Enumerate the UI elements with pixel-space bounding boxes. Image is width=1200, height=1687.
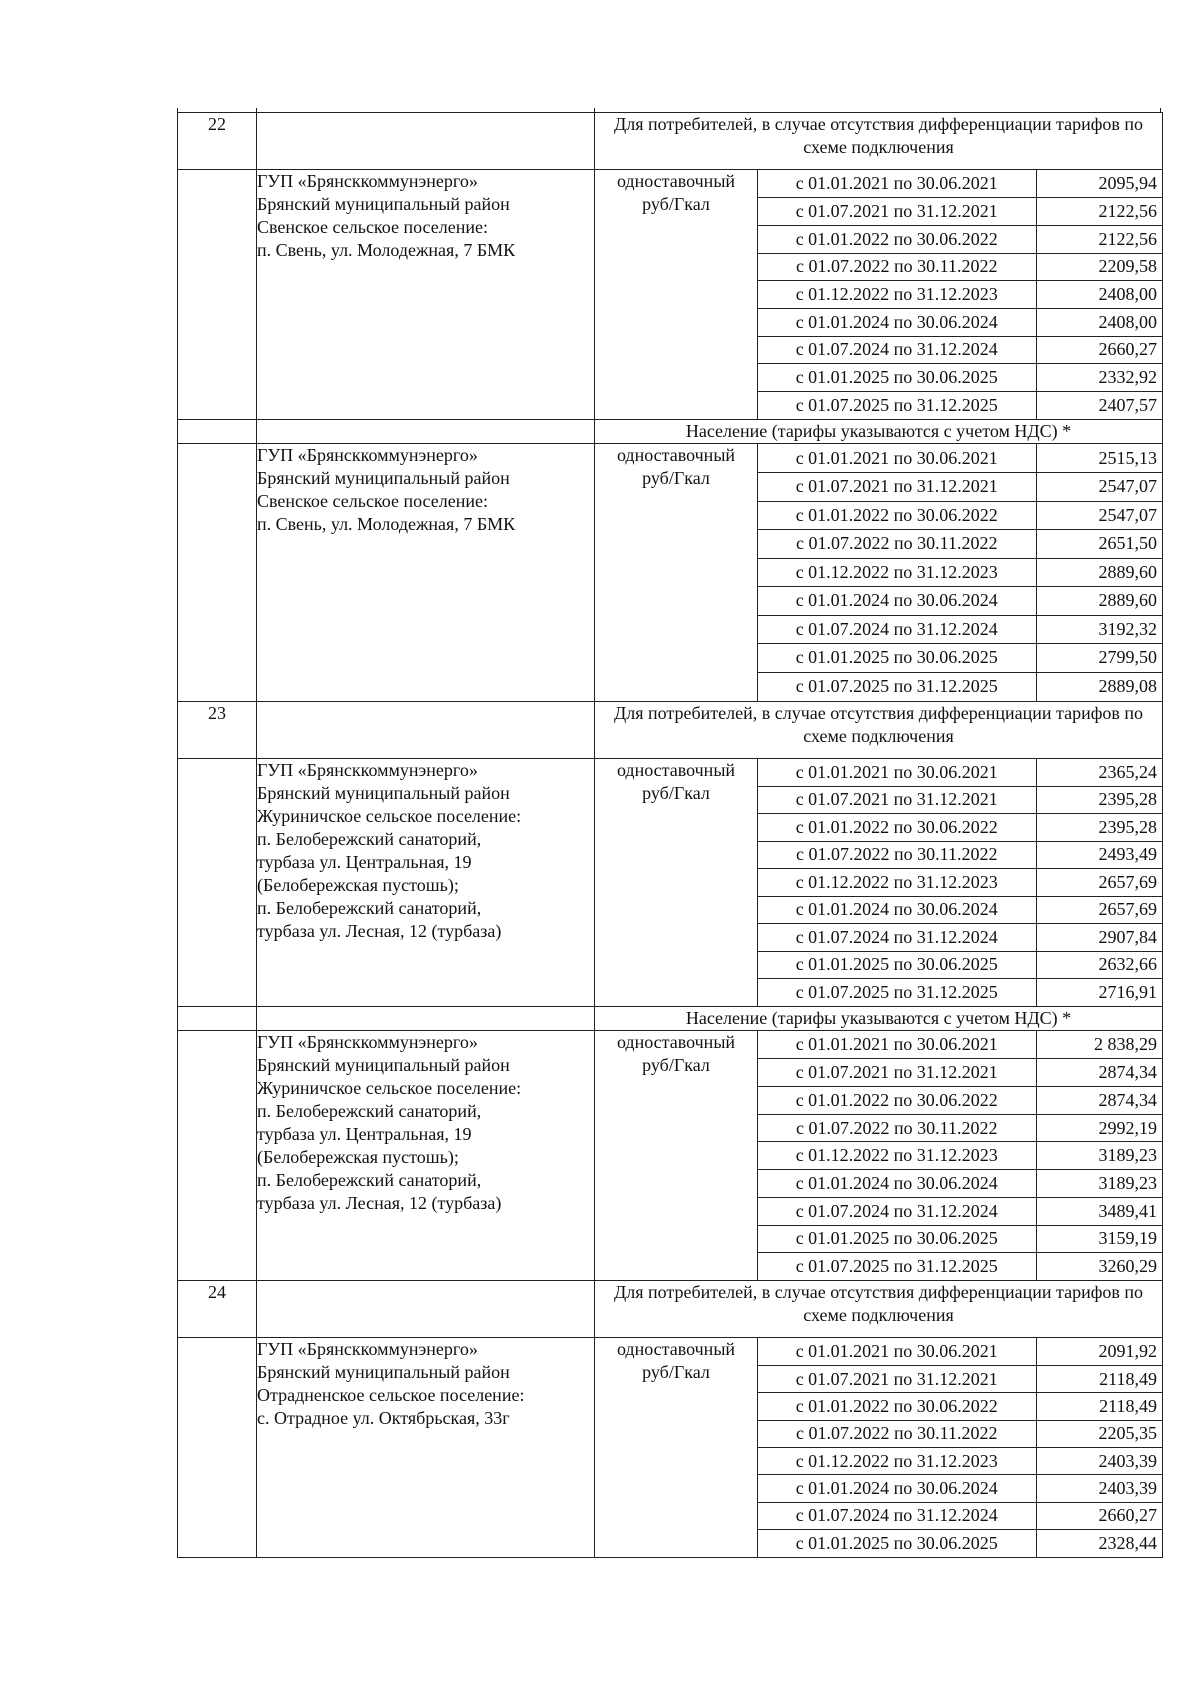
tariff-type-line: одноставочный (616, 1339, 736, 1360)
tariff-type (595, 170, 758, 420)
org-address-line: турбаза ул. Лесная, 12 (турбаза) (257, 1193, 502, 1214)
table-row (758, 336, 1163, 364)
org-address-line: (Белобережская пустошь); (257, 1147, 459, 1168)
tariff-value-cell: 2209,58 (1036, 253, 1163, 281)
period-cell: с 01.07.2022 по 30.11.2022 (758, 253, 1036, 281)
table-row (758, 225, 1163, 253)
tariff-type (595, 1031, 758, 1281)
table-row (758, 896, 1163, 924)
period-cell: с 01.01.2022 по 30.06.2022 (758, 501, 1036, 530)
item-number (178, 420, 257, 444)
period-cell: с 01.01.2022 по 30.06.2022 (758, 1393, 1036, 1420)
table-row (758, 924, 1163, 952)
block-body-row (178, 1031, 1163, 1281)
table-row (758, 1502, 1163, 1529)
tariff-value-cell: 2874,34 (1036, 1087, 1163, 1115)
tariff-type-line: одноставочный (616, 759, 736, 780)
tariff-value-cell: 2657,69 (1036, 869, 1163, 897)
tariff-type-line: руб/Гкал (642, 1055, 710, 1076)
org-address-line: п. Свень, ул. Молодежная, 7 БМК (257, 240, 516, 260)
block-header-row (178, 420, 1163, 444)
table-row (758, 281, 1163, 309)
period-cell: с 01.07.2021 по 31.12.2021 (758, 473, 1036, 502)
period-values-table (758, 1031, 1163, 1280)
table-row (758, 672, 1163, 701)
table-row (758, 615, 1163, 644)
table-row (758, 1142, 1163, 1170)
period-cell: с 01.12.2022 по 31.12.2023 (758, 281, 1036, 309)
organization-address (257, 170, 595, 420)
block-header-row (178, 1281, 1163, 1338)
period-values-table (758, 444, 1163, 701)
period-cell: с 01.07.2024 по 31.12.2024 (758, 1502, 1036, 1529)
org-address-line: Брянский муниципальный район (257, 1055, 510, 1076)
table-row (758, 951, 1163, 979)
period-cell: с 01.01.2024 по 30.06.2024 (758, 587, 1036, 616)
table-row (758, 1197, 1163, 1225)
tariff-value-cell: 2407,57 (1098, 395, 1157, 416)
tariff-type-line: одноставочный (616, 445, 736, 466)
period-cell: с 01.01.2025 по 30.06.2025 (758, 1225, 1036, 1253)
table-row (758, 308, 1163, 336)
org-address-line: п. Белобережский санаторий, (257, 897, 482, 918)
table-row (758, 1059, 1163, 1087)
consumer-category-header: Население (тарифы указываются с учетом НДС) * (595, 1007, 1163, 1031)
period-cell: с 01.12.2022 по 31.12.2023 (758, 1448, 1036, 1475)
org-address-line: Свенское сельское поселение: (257, 491, 488, 512)
org-address-line: ГУП «Брянсккоммунэнерго» (257, 759, 478, 780)
empty-cell (257, 113, 595, 170)
tariff-value-cell: 2205,35 (1036, 1420, 1163, 1447)
period-cell: с 01.07.2021 по 31.12.2021 (758, 198, 1036, 226)
org-address-line: ГУП «Брянсккоммунэнерго» (257, 445, 478, 466)
tariff-type-line: одноставочный (616, 1032, 736, 1053)
org-address-line: турбаза ул. Центральная, 19 (257, 851, 472, 872)
table-row (758, 644, 1163, 673)
block-body-row (178, 444, 1163, 702)
period-cell: с 01.12.2022 по 31.12.2023 (758, 558, 1036, 587)
org-address-line: Отрадненское сельское поселение: (257, 1385, 525, 1406)
consumer-category-header: Для потребителей, в случае отсутствия дифференциации тарифов по схеме подключения (595, 701, 1163, 758)
table-row (758, 1420, 1163, 1447)
block-body-row (178, 758, 1163, 1007)
tariff-value-cell: 2889,60 (1036, 587, 1163, 616)
period-cell: с 01.01.2025 по 30.06.2025 (758, 1529, 1036, 1556)
tariff-value-cell: 3192,32 (1036, 615, 1163, 644)
table-row (758, 1393, 1163, 1420)
tariff-value-cell: 3189,23 (1036, 1142, 1163, 1170)
org-address-line: ГУП «Брянсккоммунэнерго» (257, 1032, 478, 1053)
period-cell: с 01.12.2022 по 31.12.2023 (758, 869, 1036, 897)
org-address-line: п. Белобережский санаторий, (257, 828, 482, 849)
org-address-line: (Белобережская пустошь); (257, 874, 459, 895)
org-address-line: ГУП «Брянсккоммунэнерго» (257, 171, 478, 191)
period-cell: с 01.01.2021 по 30.06.2021 (758, 1338, 1036, 1365)
tariff-value-cell: 2547,07 (1036, 501, 1163, 530)
tariff-type-line: руб/Гкал (642, 782, 710, 803)
table-row (758, 444, 1163, 473)
tariff-value-cell: 2 838,29 (1036, 1031, 1163, 1059)
tariff-table-body (178, 113, 1163, 1558)
tariff-value-cell: 2118,49 (1036, 1366, 1163, 1393)
tariff-value-cell: 2889,08 (1098, 676, 1157, 697)
tariff-value-cell: 2799,50 (1036, 644, 1163, 673)
item-number: 23 (178, 701, 257, 758)
period-values-cell (758, 170, 1163, 420)
tariff-value-cell: 2395,28 (1036, 814, 1163, 842)
tariff-value-cell: 2328,44 (1098, 1532, 1157, 1553)
empty-cell (178, 170, 257, 420)
period-cell: с 01.01.2024 по 30.06.2024 (758, 896, 1036, 924)
org-address-line: п. Свень, ул. Молодежная, 7 БМК (257, 514, 516, 535)
tariff-value-cell: 2095,94 (1036, 170, 1163, 198)
table-row (758, 1170, 1163, 1198)
block-header-row (178, 113, 1163, 170)
period-values-cell (758, 1031, 1163, 1281)
tariff-value-cell: 2716,91 (1098, 982, 1157, 1003)
period-cell: с 01.07.2024 по 31.12.2024 (758, 1197, 1036, 1225)
org-address-line: Брянский муниципальный район (257, 1362, 510, 1383)
tariff-value-cell: 2515,13 (1036, 444, 1163, 473)
table-row (758, 1529, 1163, 1556)
tariff-value-cell: 3189,23 (1036, 1170, 1163, 1198)
empty-cell (257, 1007, 595, 1031)
tariff-value-cell: 2332,92 (1036, 364, 1163, 392)
table-row (758, 759, 1163, 787)
period-cell: с 01.01.2024 по 30.06.2024 (758, 308, 1036, 336)
tariff-value-cell: 2907,84 (1036, 924, 1163, 952)
tariff-type (595, 1338, 758, 1557)
tariff-value-cell: 2657,69 (1036, 896, 1163, 924)
period-values-table (758, 759, 1163, 1007)
item-number (178, 1007, 257, 1031)
table-row (758, 1448, 1163, 1475)
table-row (758, 1031, 1163, 1059)
period-cell: с 01.07.2021 по 31.12.2021 (758, 1366, 1036, 1393)
tariff-value-cell: 2408,00 (1036, 281, 1163, 309)
organization-address (257, 1338, 595, 1557)
tariff-value-cell: 2091,92 (1036, 1338, 1163, 1365)
table-row (758, 869, 1163, 897)
table-row (758, 1087, 1163, 1115)
period-cell: с 01.01.2022 по 30.06.2022 (758, 225, 1036, 253)
table-row (758, 558, 1163, 587)
org-address-line: ГУП «Брянсккоммунэнерго» (257, 1339, 478, 1360)
tariff-type (595, 758, 758, 1007)
table-row (758, 253, 1163, 281)
organization-address (257, 444, 595, 702)
empty-cell (178, 758, 257, 1007)
org-address-line: Свенское сельское поселение: (257, 217, 488, 237)
tariff-value-cell: 2632,66 (1036, 951, 1163, 979)
consumer-category-header: Для потребителей, в случае отсутствия дифференциации тарифов по схеме подключения (595, 1281, 1163, 1338)
tariff-value-cell: 2395,28 (1036, 786, 1163, 814)
item-number: 22 (178, 113, 257, 170)
period-cell: с 01.01.2025 по 30.06.2025 (758, 951, 1036, 979)
empty-cell (257, 420, 595, 444)
org-address-line: Журиничское сельское поселение: (257, 1078, 522, 1099)
table-row (758, 1253, 1163, 1281)
tariff-value-cell: 2660,27 (1036, 1502, 1163, 1529)
period-cell: с 01.01.2024 по 30.06.2024 (758, 1475, 1036, 1502)
table-row (758, 501, 1163, 530)
table-row (758, 364, 1163, 392)
period-cell: с 01.01.2024 по 30.06.2024 (758, 1170, 1036, 1198)
table-row (758, 530, 1163, 559)
period-cell: с 01.07.2022 по 30.11.2022 (758, 1114, 1036, 1142)
period-cell: с 01.12.2022 по 31.12.2023 (758, 1142, 1036, 1170)
organization-address (257, 1031, 595, 1281)
period-cell: с 01.07.2024 по 31.12.2024 (758, 336, 1036, 364)
period-values-cell (758, 1338, 1163, 1557)
period-cell: с 01.01.2021 по 30.06.2021 (758, 170, 1036, 198)
tariff-value-cell: 2660,27 (1036, 336, 1163, 364)
empty-cell (178, 444, 257, 702)
period-cell: с 01.07.2021 по 31.12.2021 (758, 1059, 1036, 1087)
period-cell: с 01.07.2025 по 31.12.2025 (758, 1253, 1036, 1281)
tariff-type-line: руб/Гкал (642, 468, 710, 489)
period-cell: с 01.01.2021 по 30.06.2021 (758, 759, 1036, 787)
period-cell: с 01.07.2025 по 31.12.2025 (758, 392, 1036, 420)
block-header-row (178, 701, 1163, 758)
tariff-table (177, 112, 1163, 1558)
period-cell: с 01.01.2025 по 30.06.2025 (758, 644, 1036, 673)
period-cell: с 01.07.2022 по 30.11.2022 (758, 530, 1036, 559)
organization-address (257, 758, 595, 1007)
period-cell: с 01.07.2021 по 31.12.2021 (758, 786, 1036, 814)
tariff-value-cell: 2874,34 (1036, 1059, 1163, 1087)
table-row (758, 1114, 1163, 1142)
table-row (758, 1225, 1163, 1253)
period-values-cell (758, 758, 1163, 1007)
table-row (758, 841, 1163, 869)
tariff-type-line: руб/Гкал (642, 194, 710, 214)
table-row (758, 814, 1163, 842)
period-cell: с 01.01.2021 по 30.06.2021 (758, 444, 1036, 473)
tariff-value-cell: 2403,39 (1036, 1448, 1163, 1475)
tariff-value-cell: 2651,50 (1036, 530, 1163, 559)
empty-cell (257, 701, 595, 758)
period-cell: с 01.01.2025 по 30.06.2025 (758, 364, 1036, 392)
empty-cell (178, 1031, 257, 1281)
period-values-cell (758, 444, 1163, 702)
consumer-category-header: Для потребителей, в случае отсутствия дифференциации тарифов по схеме подключения (595, 113, 1163, 170)
tariff-value-cell: 2992,19 (1036, 1114, 1163, 1142)
period-cell: с 01.07.2024 по 31.12.2024 (758, 615, 1036, 644)
table-row (758, 786, 1163, 814)
tariff-value-cell: 2889,60 (1036, 558, 1163, 587)
empty-cell (257, 1281, 595, 1338)
period-cell: с 01.01.2022 по 30.06.2022 (758, 1087, 1036, 1115)
org-address-line: с. Отрадное ул. Октябрьская, 33г (257, 1408, 510, 1429)
period-cell: с 01.01.2022 по 30.06.2022 (758, 814, 1036, 842)
tariff-value-cell: 2547,07 (1036, 473, 1163, 502)
block-body-row (178, 1338, 1163, 1557)
tariff-value-cell: 2408,00 (1036, 308, 1163, 336)
block-header-row (178, 1007, 1163, 1031)
period-cell: с 01.07.2025 по 31.12.2025 (758, 672, 1036, 701)
table-row (758, 198, 1163, 226)
empty-cell (178, 1338, 257, 1557)
org-address-line: п. Белобережский санаторий, (257, 1101, 482, 1122)
tariff-value-cell: 2122,56 (1036, 225, 1163, 253)
org-address-line: турбаза ул. Лесная, 12 (турбаза) (257, 920, 502, 941)
period-cell: с 01.01.2021 по 30.06.2021 (758, 1031, 1036, 1059)
period-cell: с 01.07.2022 по 30.11.2022 (758, 1420, 1036, 1447)
table-row (758, 1475, 1163, 1502)
tariff-value-cell: 2403,39 (1036, 1475, 1163, 1502)
table-row (758, 979, 1163, 1007)
tariff-value-cell: 3260,29 (1098, 1256, 1157, 1277)
period-cell: с 01.07.2024 по 31.12.2024 (758, 924, 1036, 952)
tariff-type (595, 444, 758, 702)
org-address-line: Брянский муниципальный район (257, 782, 510, 803)
period-values-table (758, 170, 1163, 419)
org-address-line: Брянский муниципальный район (257, 194, 510, 214)
tariff-type-line: руб/Гкал (642, 1362, 710, 1383)
tariff-value-cell: 2118,49 (1036, 1393, 1163, 1420)
consumer-category-header: Население (тарифы указываются с учетом НДС) * (595, 420, 1163, 444)
org-address-line: п. Белобережский санаторий, (257, 1170, 482, 1191)
table-row (758, 392, 1163, 420)
item-number: 24 (178, 1281, 257, 1338)
table-row (758, 473, 1163, 502)
block-body-row (178, 170, 1163, 420)
tariff-value-cell: 2365,24 (1036, 759, 1163, 787)
org-address-line: Брянский муниципальный район (257, 468, 510, 489)
tariff-value-cell: 3159,19 (1036, 1225, 1163, 1253)
table-row (758, 1366, 1163, 1393)
period-values-table (758, 1338, 1163, 1556)
tariff-value-cell: 3489,41 (1036, 1197, 1163, 1225)
table-row (758, 587, 1163, 616)
org-address-line: Журиничское сельское поселение: (257, 805, 522, 826)
org-address-line: турбаза ул. Центральная, 19 (257, 1124, 472, 1145)
table-row (758, 170, 1163, 198)
tariff-type-line: одноставочный (616, 171, 736, 191)
tariff-value-cell: 2493,49 (1036, 841, 1163, 869)
table-row (758, 1338, 1163, 1365)
period-cell: с 01.07.2022 по 30.11.2022 (758, 841, 1036, 869)
tariff-value-cell: 2122,56 (1036, 198, 1163, 226)
period-cell: с 01.07.2025 по 31.12.2025 (758, 979, 1036, 1007)
